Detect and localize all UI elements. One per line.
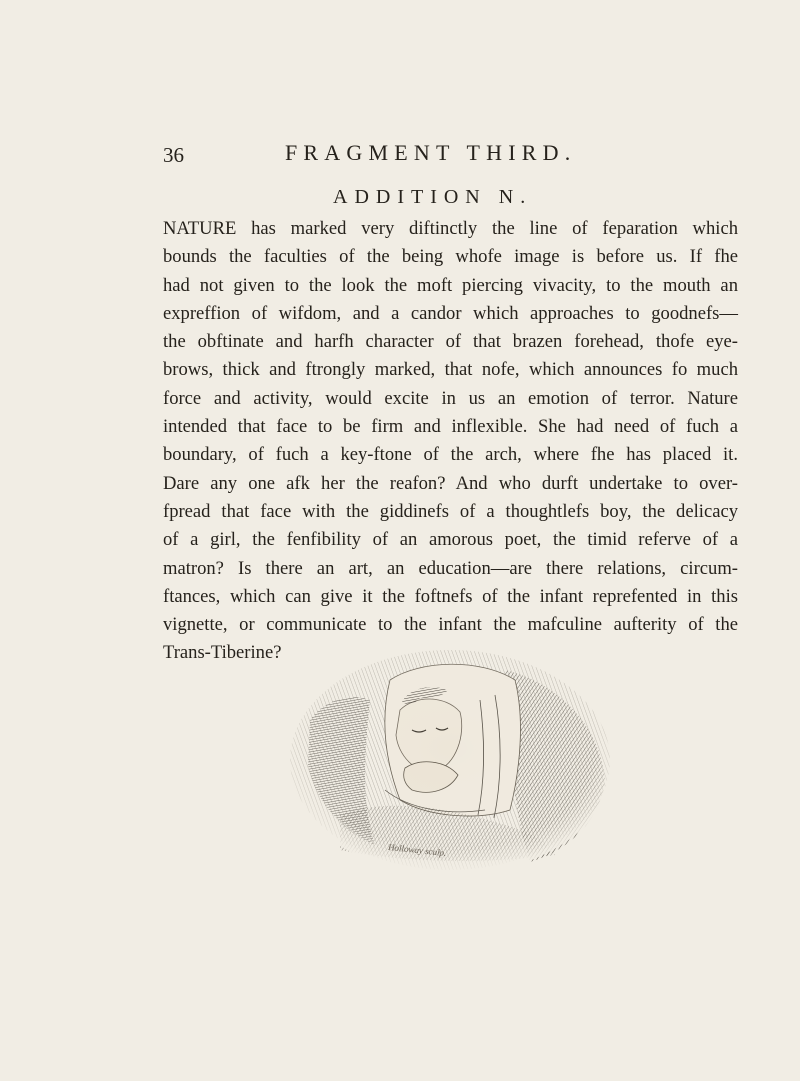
section-heading: ADDITION N. xyxy=(333,186,533,208)
running-head: FRAGMENT THIRD. xyxy=(285,140,577,165)
body-line: of a girl, the fenfibility of an amorous poet, the timid referve of a xyxy=(163,529,738,551)
body-line: the obftinate and harfh character of that brazen forehead, thofe eye- xyxy=(163,331,738,353)
body-line: fpread that face with the giddinefs of a thoughtlefs boy, the delicacy xyxy=(163,500,738,522)
body-line: NATURE has marked very diftinctly the line of feparation which xyxy=(163,218,738,239)
vignette-engraving xyxy=(280,640,615,875)
body-line: expreffion of wifdom, and a candor which approaches to goodnefs— xyxy=(163,302,738,324)
body-line: force and activity, would excite in us an emotion of terror. Nature xyxy=(163,387,738,409)
body-line: Dare any one afk her the reafon? And who durft undertake to over- xyxy=(163,472,738,494)
body-line: matron? Is there an art, an education—are there relations, circum- xyxy=(163,557,738,579)
body-line: vignette, or communicate to the infant the mafculine aufterity of the xyxy=(163,614,738,636)
body-line: had not given to the look the moft piercing vivacity, to the mouth an xyxy=(163,274,738,296)
body-line: bounds the faculties of the being whofe image is before us. If fhe xyxy=(163,246,738,268)
body-line: intended that face to be firm and inflexible. She had need of fuch a xyxy=(163,416,738,438)
page-number: 36 xyxy=(163,143,184,167)
body-line: ftances, which can give it the foftnefs of the infant reprefented in this xyxy=(163,585,738,607)
engraver-credit: Holloway sculp. xyxy=(387,841,447,859)
body-line: boundary, of fuch a key-ftone of the arch, where fhe has placed it. xyxy=(163,444,738,466)
body-line: brows, thick and ftrongly marked, that nofe, which announces fo much xyxy=(163,359,738,381)
body-paragraph xyxy=(163,215,738,668)
body-line: Trans-Tiberine? xyxy=(163,642,282,664)
